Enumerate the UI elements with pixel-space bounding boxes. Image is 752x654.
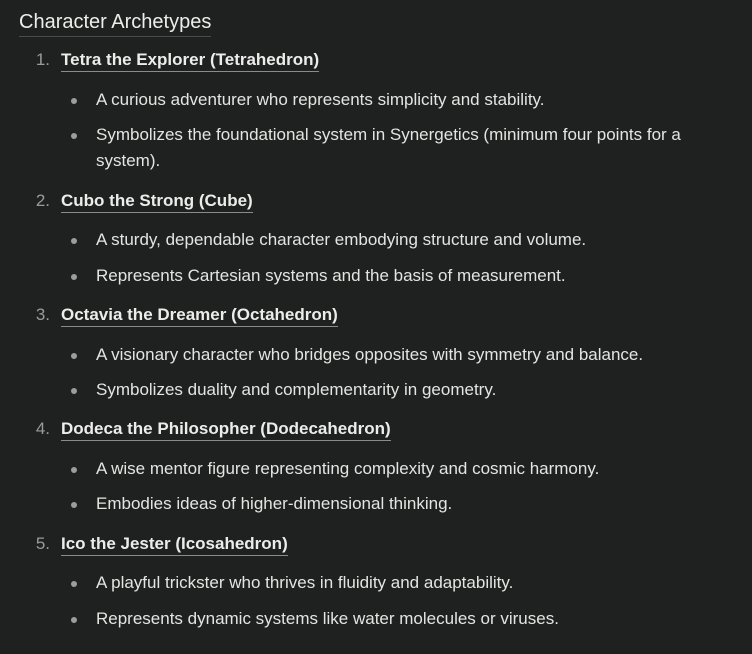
point-text: A playful trickster who thrives in fluidity and adaptability.	[96, 573, 514, 592]
bullet-icon	[71, 274, 77, 280]
point-text: A curious adventurer who represents simplicity and stability.	[96, 90, 545, 109]
list-number: 4.	[35, 419, 50, 438]
bullet-icon	[71, 467, 77, 473]
bullet-icon	[71, 502, 77, 508]
point-text: Symbolizes the foundational system in Synergetics (minimum four points for a system).	[96, 125, 681, 170]
point-text: Represents Cartesian systems and the basis of measurement.	[96, 266, 566, 285]
bullet-icon	[71, 98, 77, 104]
archetype-title[interactable]: Tetra the Explorer (Tetrahedron)	[61, 49, 319, 72]
page-title: Character Archetypes	[19, 9, 211, 37]
archetype-title[interactable]: Dodeca the Philosopher (Dodecahedron)	[61, 418, 391, 441]
bullet-icon	[71, 617, 77, 623]
bullet-icon	[71, 581, 77, 587]
archetype-title[interactable]: Ico the Jester (Icosahedron)	[61, 533, 288, 556]
point-text: Symbolizes duality and complementarity in geometry.	[96, 380, 497, 399]
point-text: Embodies ideas of higher-dimensional thinking.	[96, 494, 453, 513]
point-text: A sturdy, dependable character embodying structure and volume.	[96, 230, 587, 249]
archetype-title[interactable]: Octavia the Dreamer (Octahedron)	[61, 304, 338, 327]
list-number: 2.	[35, 191, 50, 210]
bullet-icon	[71, 388, 77, 394]
point-text: Represents dynamic systems like water molecules or viruses.	[96, 609, 559, 628]
bullet-icon	[71, 238, 77, 244]
bullet-icon	[71, 133, 77, 139]
list-number: 5.	[35, 534, 50, 553]
point-text: A visionary character who bridges opposites with symmetry and balance.	[96, 345, 644, 364]
list-number: 1.	[35, 50, 50, 69]
archetype-title[interactable]: Cubo the Strong (Cube)	[61, 190, 253, 213]
list-number: 3.	[35, 305, 50, 324]
bullet-icon	[71, 353, 77, 359]
point-text: A wise mentor figure representing complexity and cosmic harmony.	[96, 459, 600, 478]
